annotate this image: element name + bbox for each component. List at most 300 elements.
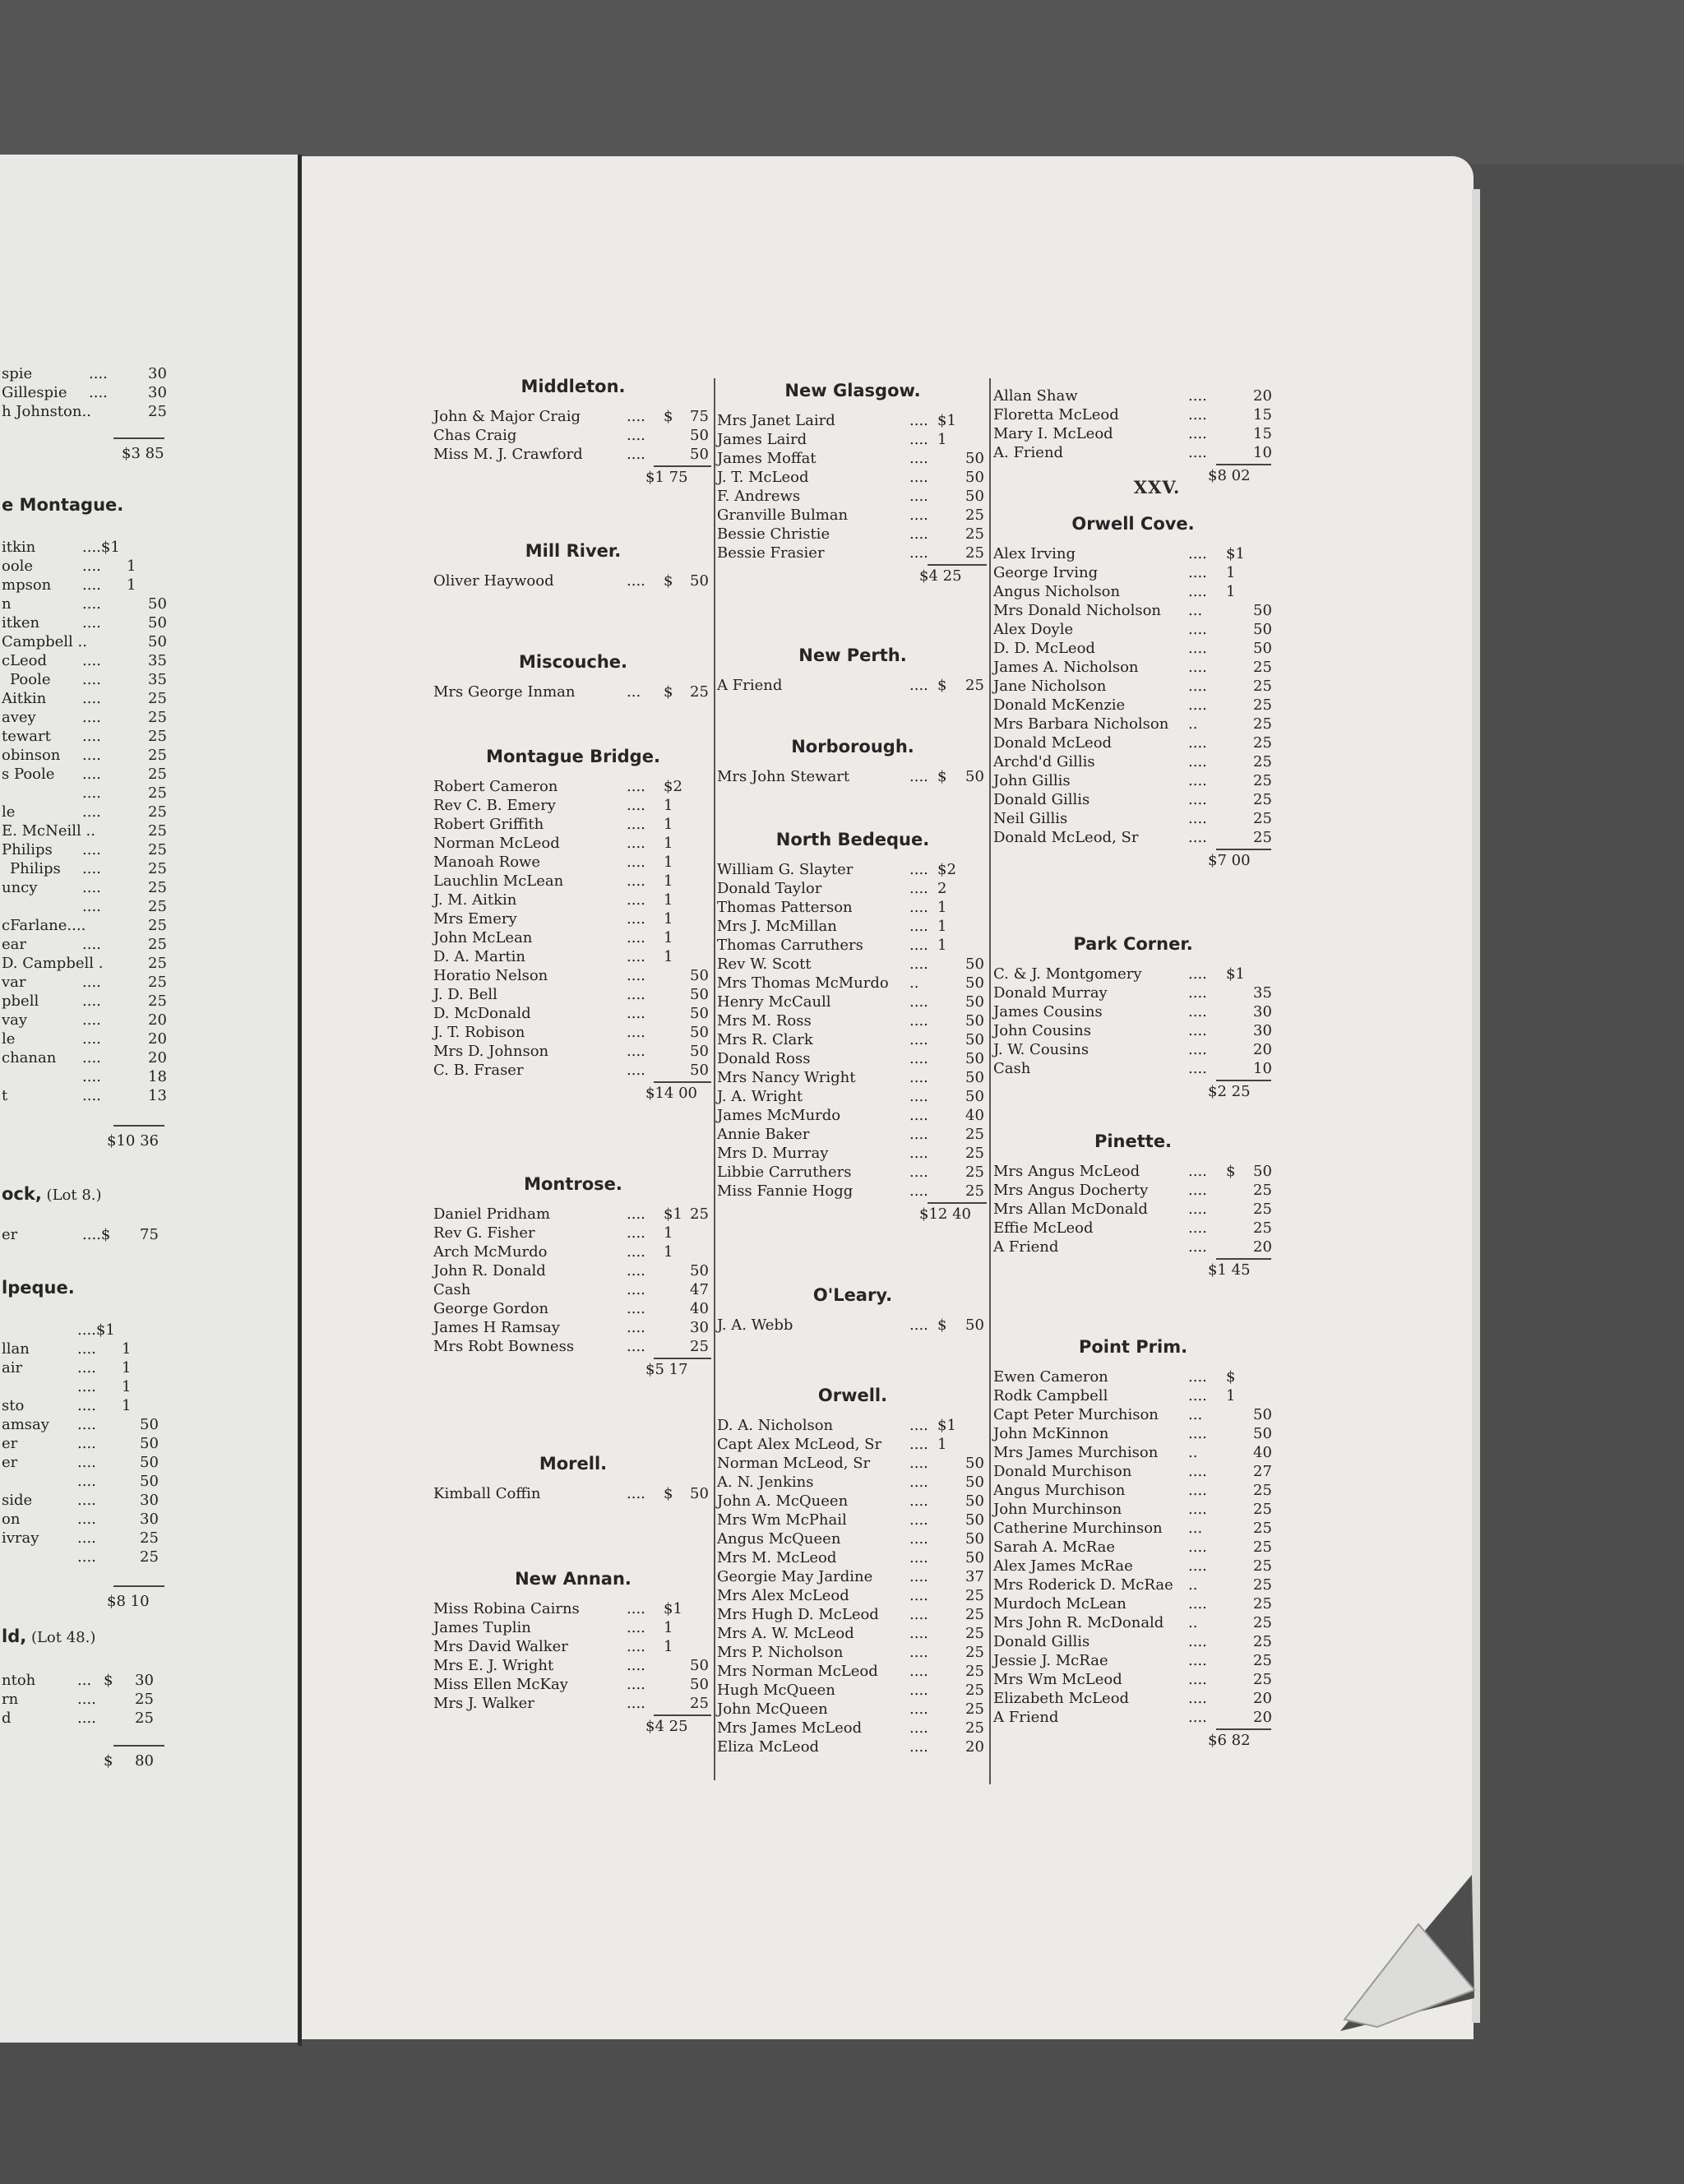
left-page-text: obinson bbox=[2, 747, 61, 764]
amount-cents: 25 bbox=[1253, 1633, 1272, 1650]
left-page-text: Gillespie bbox=[2, 384, 67, 401]
amount-cents: 50 bbox=[965, 1530, 984, 1548]
leader-dots: .. bbox=[909, 974, 919, 992]
donor-name: J. A. Webb bbox=[717, 1316, 793, 1334]
amount-cents: 25 bbox=[965, 1682, 984, 1699]
left-page-text: n bbox=[2, 595, 12, 613]
left-page-text: .... bbox=[82, 558, 101, 575]
left-page-text: side bbox=[2, 1492, 33, 1509]
leader-dots: .... bbox=[1188, 444, 1207, 461]
donor-name: Thomas Patterson bbox=[717, 899, 853, 916]
donor-name: J. M. Aitkin bbox=[433, 891, 517, 909]
left-page-text: cFarlane.... bbox=[2, 917, 86, 934]
left-page-text: s Poole bbox=[2, 766, 55, 783]
ledger-section bbox=[433, 650, 713, 701]
leader-dots: .... bbox=[1188, 1482, 1207, 1499]
left-page-text: 50 bbox=[148, 633, 167, 650]
donor-row bbox=[433, 1337, 713, 1356]
donor-row bbox=[717, 1662, 988, 1681]
section-title: North Bedeque. bbox=[775, 830, 930, 849]
left-page-text: E. McNeill .. bbox=[2, 822, 95, 840]
left-page-text: 25 bbox=[148, 993, 167, 1010]
donor-name: Mrs Emery bbox=[433, 910, 517, 928]
donor-name: Alex Irving bbox=[993, 545, 1076, 562]
section-title: Middleton. bbox=[520, 377, 626, 396]
donor-name: Mrs Nancy Wright bbox=[717, 1069, 856, 1086]
left-page-text: ntoh bbox=[2, 1672, 36, 1689]
amount-cents: 25 bbox=[1253, 1595, 1272, 1613]
left-page-text: ... bbox=[77, 1672, 92, 1689]
left-page-text: .... bbox=[82, 860, 101, 877]
amount-cents: 25 bbox=[1253, 1576, 1272, 1594]
donor-row bbox=[717, 1586, 988, 1605]
donor-row bbox=[993, 1443, 1273, 1462]
donor-row bbox=[993, 809, 1273, 828]
section-title: New Perth. bbox=[798, 645, 907, 665]
donor-row bbox=[993, 1576, 1273, 1594]
left-page-text: .... bbox=[77, 1691, 96, 1708]
donor-name: John Murchinson bbox=[993, 1501, 1122, 1518]
donor-row bbox=[993, 1708, 1273, 1727]
left-page-text: 25 bbox=[140, 1529, 159, 1547]
donor-row bbox=[433, 1599, 713, 1618]
donor-row bbox=[433, 1042, 713, 1061]
donor-name: Mrs P. Nicholson bbox=[717, 1644, 844, 1661]
donor-row bbox=[993, 1162, 1273, 1181]
left-page-text: .... bbox=[82, 652, 101, 669]
donor-row bbox=[433, 872, 713, 891]
left-page-text: .... bbox=[82, 709, 101, 726]
donor-name: Elizabeth McLeod bbox=[993, 1690, 1130, 1707]
amount-cents: 50 bbox=[690, 446, 709, 463]
total-amount: $4 25 bbox=[919, 567, 962, 585]
left-page-text: llan bbox=[2, 1340, 30, 1358]
left-page-text: 25 bbox=[148, 747, 167, 764]
donor-row bbox=[993, 601, 1273, 620]
donor-row bbox=[717, 1737, 988, 1756]
left-page-heading bbox=[2, 1278, 75, 1298]
amount-cents: 35 bbox=[1253, 984, 1272, 1002]
leader-dots: .... bbox=[909, 507, 928, 524]
amount-dollars: $1 bbox=[937, 1417, 956, 1434]
left-page-text: 35 bbox=[148, 652, 167, 669]
amount-cents: 10 bbox=[1253, 1060, 1272, 1077]
donor-name: Rev C. B. Emery bbox=[433, 797, 556, 814]
donor-row bbox=[993, 790, 1273, 809]
amount-cents: 25 bbox=[1253, 678, 1272, 695]
ledger-section bbox=[717, 643, 988, 695]
left-page-text: 30 bbox=[148, 365, 167, 382]
amount-dollars: $2 bbox=[664, 778, 682, 795]
donor-name: Floretta McLeod bbox=[993, 406, 1119, 423]
amount-cents: 25 bbox=[965, 1644, 984, 1661]
leader-dots: .... bbox=[1188, 1022, 1207, 1039]
amount-cents: 50 bbox=[1253, 1163, 1272, 1180]
leader-dots: .... bbox=[909, 1050, 928, 1067]
leader-dots: .... bbox=[909, 1069, 928, 1086]
donor-row bbox=[993, 696, 1273, 715]
donor-row bbox=[993, 386, 1273, 405]
leader-dots: .... bbox=[909, 1492, 928, 1510]
left-page-text: er bbox=[2, 1454, 18, 1471]
left-page-text: .... bbox=[89, 365, 108, 382]
donor-name: C. & J. Montgomery bbox=[993, 965, 1142, 983]
donor-row bbox=[433, 966, 713, 985]
total-amount: $8 02 bbox=[1208, 467, 1251, 484]
leader-dots: .... bbox=[1188, 1041, 1207, 1058]
leader-dots: .... bbox=[627, 1205, 645, 1223]
donor-name: A. Friend bbox=[993, 444, 1064, 461]
ledger-section bbox=[433, 1451, 713, 1503]
left-page-text: .... bbox=[82, 1049, 101, 1067]
ledger-section bbox=[433, 744, 713, 1103]
ledger-section bbox=[433, 374, 713, 487]
donor-row bbox=[717, 1011, 988, 1030]
ledger-section bbox=[993, 511, 1273, 870]
donor-name: Mrs George Inman bbox=[433, 683, 576, 701]
leader-dots: .... bbox=[627, 1281, 645, 1298]
total-amount: $14 00 bbox=[645, 1085, 697, 1102]
donor-row bbox=[993, 544, 1273, 563]
left-page-text: 25 bbox=[148, 766, 167, 783]
left-page-text: $ bbox=[104, 1672, 113, 1689]
leader-dots: .... bbox=[909, 488, 928, 505]
leader-dots: ... bbox=[1188, 1520, 1203, 1537]
leader-dots: .... bbox=[909, 1719, 928, 1737]
section-title: New Annan. bbox=[515, 1569, 632, 1589]
donor-name: James McMurdo bbox=[717, 1107, 841, 1124]
leader-dots: .... bbox=[909, 431, 928, 448]
donor-row bbox=[433, 682, 713, 701]
donor-row bbox=[717, 1182, 988, 1201]
donor-name: Oliver Haywood bbox=[433, 572, 554, 590]
leader-dots: .... bbox=[909, 1107, 928, 1124]
amount-cents: 40 bbox=[690, 1300, 709, 1317]
leader-dots: .... bbox=[627, 1024, 645, 1041]
donor-name: Arch McMurdo bbox=[433, 1243, 548, 1261]
left-page-text: cLeod bbox=[2, 652, 48, 669]
donor-name: Mrs Angus Docherty bbox=[993, 1182, 1149, 1199]
donor-row bbox=[993, 1462, 1273, 1481]
amount-cents: 25 bbox=[1253, 659, 1272, 676]
left-page bbox=[0, 155, 301, 2043]
donor-row bbox=[717, 1087, 988, 1106]
total-rule bbox=[113, 1585, 164, 1587]
donor-name: Mrs Angus McLeod bbox=[993, 1163, 1140, 1180]
donor-row bbox=[717, 1049, 988, 1068]
donor-name: John A. McQueen bbox=[717, 1492, 849, 1510]
total-rule bbox=[113, 437, 164, 439]
leader-dots: .... bbox=[627, 446, 645, 463]
donor-row bbox=[433, 1280, 713, 1299]
amount-cents: 50 bbox=[965, 488, 984, 505]
amount-cents: 25 bbox=[965, 507, 984, 524]
leader-dots: .... bbox=[627, 1657, 645, 1674]
left-page-text: 25 bbox=[148, 690, 167, 707]
donor-name: John & Major Craig bbox=[433, 408, 581, 425]
leader-dots: .... bbox=[627, 835, 645, 852]
donor-row bbox=[433, 1618, 713, 1637]
leader-dots: .... bbox=[909, 1455, 928, 1472]
donor-name: Mrs M. Ross bbox=[717, 1012, 812, 1030]
left-page-text: 30 bbox=[148, 384, 167, 401]
leader-dots: .... bbox=[1188, 1652, 1207, 1669]
donor-name: John Cousins bbox=[993, 1022, 1091, 1039]
amount-dollars: 1 bbox=[1226, 583, 1236, 600]
amount-cents: 50 bbox=[965, 1088, 984, 1105]
donor-row bbox=[433, 407, 713, 426]
donor-row bbox=[717, 1567, 988, 1586]
leader-dots: .... bbox=[909, 1625, 928, 1642]
donor-name: Archd'd Gillis bbox=[993, 753, 1095, 770]
left-page-text: 25 bbox=[148, 917, 167, 934]
left-page-text: oole bbox=[2, 558, 34, 575]
left-page-text: .... bbox=[82, 879, 101, 896]
amount-cents: 27 bbox=[1253, 1463, 1272, 1480]
amount-dollars: 1 bbox=[664, 929, 673, 946]
donor-name: Mrs John Stewart bbox=[717, 768, 850, 785]
donor-name: James Laird bbox=[717, 431, 807, 448]
donor-row bbox=[433, 445, 713, 464]
donor-name: Miss Ellen McKay bbox=[433, 1676, 568, 1693]
donor-row bbox=[433, 796, 713, 815]
left-page-text: .... bbox=[77, 1340, 96, 1358]
left-page-text: 30 bbox=[140, 1511, 159, 1528]
left-page-text: $ bbox=[104, 1752, 113, 1770]
donor-row bbox=[993, 1689, 1273, 1708]
amount-cents: 50 bbox=[965, 1474, 984, 1491]
donor-name: D. A. Martin bbox=[433, 948, 526, 965]
section-total bbox=[993, 847, 1273, 870]
leader-dots: .... bbox=[1188, 772, 1207, 789]
donor-name: Granville Bulman bbox=[717, 507, 849, 524]
donor-name: Bessie Christie bbox=[717, 525, 830, 543]
donor-row bbox=[433, 571, 713, 590]
left-page-text: 25 bbox=[148, 803, 167, 821]
leader-dots: .... bbox=[909, 1316, 928, 1334]
donor-name: A Friend bbox=[993, 1709, 1059, 1726]
left-page-text: $3 85 bbox=[122, 445, 164, 462]
amount-cents: 25 bbox=[1253, 1501, 1272, 1518]
donor-name: Sarah A. McRae bbox=[993, 1539, 1116, 1556]
donor-name: John R. Donald bbox=[433, 1262, 546, 1279]
amount-cents: 50 bbox=[965, 469, 984, 486]
donor-name: Norman McLeod bbox=[433, 835, 560, 852]
amount-cents: 40 bbox=[1253, 1444, 1272, 1461]
amount-cents: 25 bbox=[690, 683, 709, 701]
amount-cents: 25 bbox=[1253, 715, 1272, 733]
donor-name: Hugh McQueen bbox=[717, 1682, 835, 1699]
leader-dots: .... bbox=[1188, 1387, 1207, 1404]
amount-cents: 50 bbox=[690, 1657, 709, 1674]
left-page-text: rn bbox=[2, 1691, 19, 1708]
donor-row bbox=[433, 853, 713, 872]
donor-name: Ewen Cameron bbox=[993, 1368, 1108, 1386]
leader-dots: .... bbox=[909, 899, 928, 916]
left-page-text: 25 bbox=[148, 898, 167, 915]
left-page-text: d bbox=[2, 1710, 12, 1727]
donor-row bbox=[993, 1002, 1273, 1021]
donor-row bbox=[993, 1200, 1273, 1219]
leader-dots: .... bbox=[909, 525, 928, 543]
donor-name: Jane Nicholson bbox=[993, 678, 1107, 695]
section-total bbox=[993, 1256, 1273, 1279]
left-page-text: h Johnston.. bbox=[2, 403, 91, 420]
donor-name: Rodk Campbell bbox=[993, 1387, 1108, 1404]
amount-cents: 50 bbox=[690, 427, 709, 444]
amount-cents: 50 bbox=[965, 993, 984, 1011]
donor-row bbox=[717, 1643, 988, 1662]
leader-dots: .... bbox=[909, 918, 928, 935]
donor-row bbox=[993, 677, 1273, 696]
amount-dollars: 1 bbox=[664, 797, 673, 814]
amount-cents: 50 bbox=[965, 1012, 984, 1030]
total-amount: $12 40 bbox=[919, 1205, 971, 1223]
amount-dollars: 1 bbox=[664, 816, 673, 833]
donor-row bbox=[993, 1613, 1273, 1632]
donor-name: Mrs Allan McDonald bbox=[993, 1201, 1148, 1218]
amount-cents: 50 bbox=[965, 768, 984, 785]
donor-row bbox=[717, 1605, 988, 1624]
amount-cents: 20 bbox=[1253, 1709, 1272, 1726]
left-page-text: amsay bbox=[2, 1416, 49, 1433]
donor-name: Miss Fannie Hogg bbox=[717, 1182, 854, 1200]
left-page-text: 1 bbox=[127, 576, 136, 594]
donor-name: William G. Slayter bbox=[717, 861, 854, 878]
donor-row bbox=[717, 1454, 988, 1473]
left-page-text: .... bbox=[82, 974, 101, 991]
amount-dollars: $1 bbox=[664, 1600, 682, 1617]
donor-name: Alex James McRae bbox=[993, 1557, 1133, 1575]
left-page-text: le bbox=[2, 803, 16, 821]
amount-cents: 50 bbox=[965, 956, 984, 973]
amount-cents: 25 bbox=[1253, 734, 1272, 752]
donor-name: Mrs Thomas McMurdo bbox=[717, 974, 889, 992]
leader-dots: .... bbox=[909, 1682, 928, 1699]
donor-row bbox=[433, 1261, 713, 1280]
amount-cents: 25 bbox=[965, 1126, 984, 1143]
donor-row bbox=[993, 1424, 1273, 1443]
left-page-text: 1 bbox=[122, 1378, 132, 1395]
donor-name: Mrs James Murchison bbox=[993, 1444, 1159, 1461]
donor-row bbox=[717, 676, 988, 695]
leader-dots: .... bbox=[909, 1031, 928, 1048]
donor-row bbox=[433, 1318, 713, 1337]
amount-cents: 50 bbox=[965, 1492, 984, 1510]
donor-row bbox=[993, 983, 1273, 1002]
left-page-text: ivray bbox=[2, 1529, 39, 1547]
section-title: Miscouche. bbox=[518, 652, 628, 672]
donor-name: Mrs J. McMillan bbox=[717, 918, 837, 935]
left-heading-text: e Montague. bbox=[2, 495, 124, 515]
amount-cents: 50 bbox=[690, 1043, 709, 1060]
amount-cents: 25 bbox=[1253, 1520, 1272, 1537]
page-corner-curl bbox=[1328, 1875, 1476, 2031]
left-page-text: var bbox=[2, 974, 26, 991]
leader-dots: .... bbox=[627, 1262, 645, 1279]
amount-cents: 20 bbox=[965, 1738, 984, 1756]
total-amount: $2 25 bbox=[1208, 1083, 1251, 1100]
donor-row bbox=[993, 1670, 1273, 1689]
leader-dots: .... bbox=[1188, 1368, 1207, 1386]
amount-dollars: $ bbox=[1226, 1163, 1236, 1180]
donor-row bbox=[717, 449, 988, 468]
amount-cents: 50 bbox=[965, 1031, 984, 1048]
donor-row bbox=[717, 1030, 988, 1049]
amount-cents: 50 bbox=[1253, 602, 1272, 619]
ledger-section bbox=[433, 539, 713, 590]
left-page-text: .... bbox=[77, 1359, 96, 1377]
leader-dots: .... bbox=[1188, 1219, 1207, 1237]
ledger-section bbox=[993, 386, 1273, 485]
leader-dots: .... bbox=[1188, 1060, 1207, 1077]
donor-row bbox=[717, 1163, 988, 1182]
amount-cents: 50 bbox=[965, 1316, 984, 1334]
donor-row bbox=[993, 1500, 1273, 1519]
ledger-section bbox=[993, 932, 1273, 1101]
leader-dots: .. bbox=[1188, 715, 1198, 733]
leader-dots: .... bbox=[909, 1568, 928, 1585]
section-title: Orwell Cove. bbox=[1071, 514, 1195, 534]
amount-cents: 20 bbox=[1253, 1690, 1272, 1707]
leader-dots: .... bbox=[1188, 1501, 1207, 1518]
donor-row bbox=[993, 965, 1273, 983]
donor-name: Mrs Donald Nicholson bbox=[993, 602, 1162, 619]
amount-cents: 25 bbox=[965, 525, 984, 543]
amount-dollars: 1 bbox=[664, 1638, 673, 1655]
amount-dollars: $ bbox=[664, 572, 673, 590]
leader-dots: ... bbox=[1188, 602, 1203, 619]
donor-row bbox=[433, 909, 713, 928]
section-total bbox=[433, 464, 713, 487]
total-rule bbox=[113, 1125, 164, 1127]
leader-dots: .... bbox=[627, 929, 645, 946]
donor-row bbox=[433, 985, 713, 1004]
left-page-text: 50 bbox=[148, 595, 167, 613]
donor-name: Henry McCaull bbox=[717, 993, 831, 1011]
leader-dots: .... bbox=[627, 572, 645, 590]
donor-name: Donald Murray bbox=[993, 984, 1108, 1002]
leader-dots: .... bbox=[1188, 1238, 1207, 1256]
ledger-section bbox=[717, 1383, 988, 1756]
amount-dollars: 1 bbox=[664, 854, 673, 871]
amount-cents: 50 bbox=[965, 1549, 984, 1566]
leader-dots: .... bbox=[1188, 387, 1207, 405]
leader-dots: .... bbox=[1188, 1671, 1207, 1688]
amount-cents: 50 bbox=[690, 1005, 709, 1022]
leader-dots: .... bbox=[909, 1644, 928, 1661]
leader-dots: .... bbox=[1188, 1709, 1207, 1726]
donor-row bbox=[717, 974, 988, 993]
amount-cents: 50 bbox=[965, 1069, 984, 1086]
donor-name: Lauchlin McLean bbox=[433, 872, 564, 890]
amount-dollars: 1 bbox=[664, 835, 673, 852]
left-page-text: air bbox=[2, 1359, 23, 1377]
amount-dollars: $ bbox=[937, 677, 947, 694]
amount-cents: 25 bbox=[1253, 1201, 1272, 1218]
left-page-text: chanan bbox=[2, 1049, 57, 1067]
amount-dollars: 1 bbox=[664, 891, 673, 909]
section-title: O'Leary. bbox=[812, 1285, 893, 1305]
amount-dollars: $1 bbox=[937, 412, 956, 429]
section-title: Mill River. bbox=[525, 541, 622, 561]
leader-dots: .... bbox=[909, 1436, 928, 1453]
donor-row bbox=[717, 1700, 988, 1719]
donor-name: Donald McKenzie bbox=[993, 696, 1126, 714]
amount-cents: 25 bbox=[965, 1625, 984, 1642]
donor-row bbox=[717, 917, 988, 936]
amount-cents: 30 bbox=[1253, 1003, 1272, 1020]
